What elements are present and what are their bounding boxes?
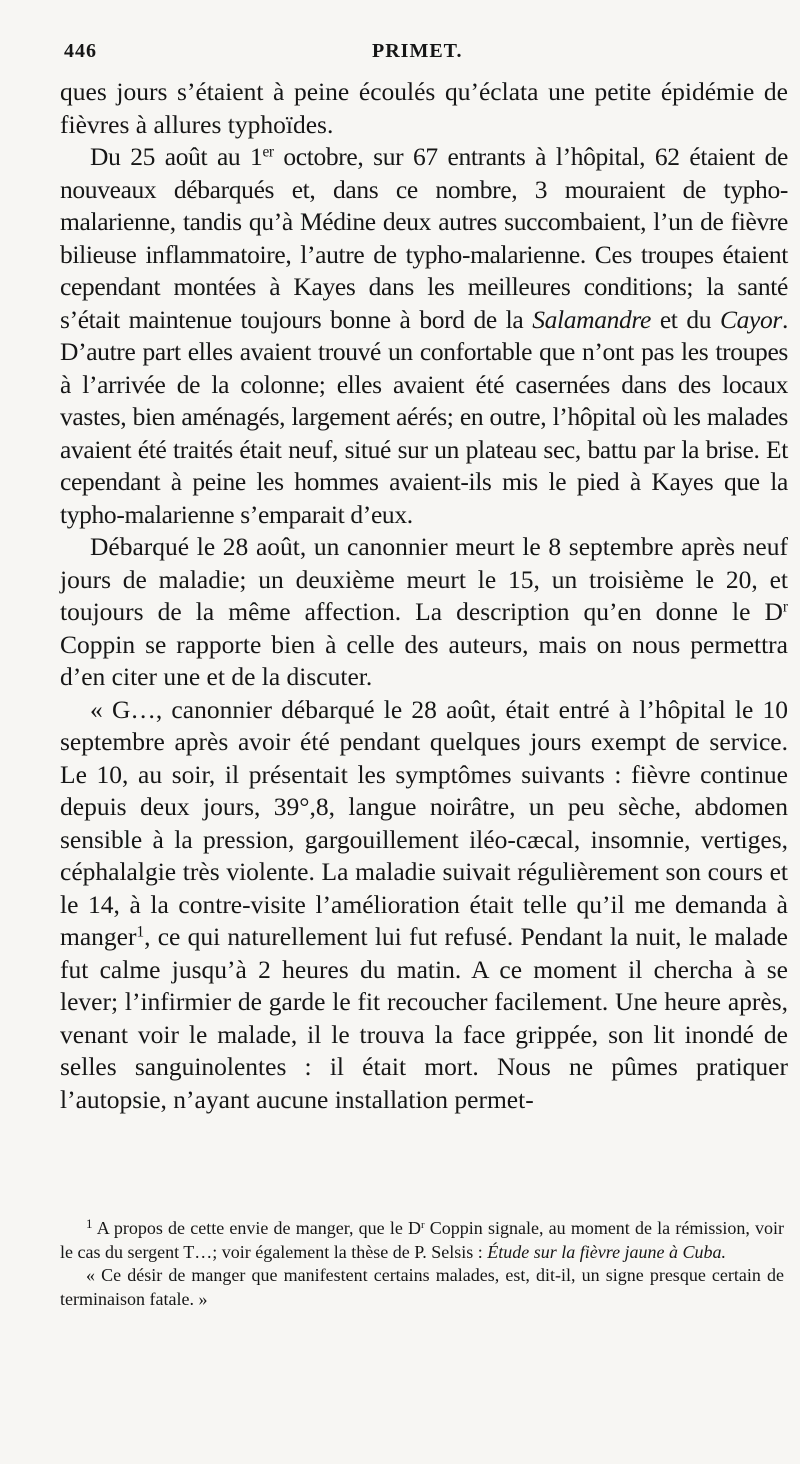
page-number: 446	[64, 40, 97, 62]
running-title: PRIMET.	[372, 40, 463, 62]
paragraph-4-quotation	[60, 694, 788, 1117]
paragraph-2-conjunction: et du	[651, 304, 720, 334]
footnote-superscript-r: r	[421, 1219, 425, 1232]
paragraph-3-text-a: Débarqué le 28 août, un canonnier meurt le 8 septembre après neuf jours de maladie; un deuxième meurt le 15, un troisième le 20, et toujours de la même affection. La description qu’en donne le D	[60, 532, 788, 626]
running-head	[60, 36, 788, 76]
footnote-1-text-a: A propos de cette envie de manger, que le D	[92, 1218, 421, 1238]
paragraph-2-text-c: . D’autre part elles avaient trouvé un confortable que n’ont pas les troupes à l’arrivée de la colonne; elles avaient été casernées dans des locaux vastes, bien aménagés, largement aérés; en outre, l’hôpital où les malades avaient été traités était neuf, situé sur un plateau sec, battu par la brise. Et cependant à peine les hommes avaient-ils mis le pied à Kayes que la typho-malarienne s’emparait d’eux.	[60, 304, 789, 529]
superscript-r: r	[782, 598, 788, 616]
body-text	[60, 76, 788, 1116]
ship-name-cayor: Cayor	[719, 304, 782, 334]
footnote-1	[60, 1212, 784, 1264]
page	[60, 36, 788, 1116]
footnotes	[60, 1212, 784, 1311]
paragraph-4-text-b: , ce qui naturellement lui fut refusé. Pendant la nuit, le malade fut calme jusqu’à 2 heures du matin. A ce moment il chercha à se lever; l’infirmier de garde le fit recoucher facilement. Une heure après, venant voir le malade, il le trouva la face grippée, son lit inondé de selles sanguinolentes : il était mort. Nous ne pûmes pratiquer l’autopsie, n’ayant aucune installation permet-	[60, 922, 788, 1114]
paragraph-1: ques jours s’étaient à peine écoulés qu’éclata une petite épidémie de fièvres à allures typhoïdes.	[60, 77, 788, 139]
paragraph-3	[60, 531, 788, 694]
paragraph-2-text-b: octobre, sur 67 entrants à l’hôpital, 62 étaient de nouveaux débarqués et, dans ce nombre, 3 mouraient de typho-malarienne, tandis qu’à Médine deux autres succombaient, l’un de fièvre bilieuse inflammatoire, l’autre de typho-malarienne. Ces troupes étaient cependant montées à Kayes dans les meilleures conditions; la santé s’était maintenue toujours bonne à bord de la	[60, 142, 788, 334]
paragraph-3-text-b: Coppin se rapporte bien à celle des auteurs, mais on nous permettra d’en citer une et de la discuter.	[60, 629, 788, 691]
paragraph-4-text-a: « G…, canonnier débarqué le 28 août, était entré à l’hôpital le 10 septembre après avoir été pendant quelques jours exempt de service. Le 10, au soir, il présentait les symptômes suivants : fièvre continue depuis deux jours, 39°,8, langue noirâtre, un peu sèche, abdomen sensible à la pression, gargouillement iléo-cæcal, insomnie, vertiges, céphalalgie très violente. La maladie suivait régulièrement son cours et le 14, à la contre-visite l’amélioration était telle qu’il me demanda à manger	[60, 694, 788, 951]
ship-name-salamandre: Salamandre	[532, 304, 651, 334]
footnote-1-text-b: Coppin signale, au moment de la rémission, voir le cas du sergent T…; voir également la thèse de P. Selsis :	[60, 1218, 785, 1262]
footnote-1-quote: « Ce désir de manger que manifestent certains malades, est, dit-il, un signe presque certain de terminaison fatale. »	[60, 1265, 784, 1309]
footnote-marker: 1	[86, 1216, 93, 1231]
footnote-1-cited-title: Étude sur la fièvre jaune à Cuba.	[487, 1241, 727, 1262]
footnote-reference: 1	[136, 923, 145, 941]
paragraph-2	[60, 141, 788, 531]
paragraph-2-text-a: Du 25 août au 1	[90, 142, 263, 171]
superscript-er: er	[262, 143, 274, 161]
